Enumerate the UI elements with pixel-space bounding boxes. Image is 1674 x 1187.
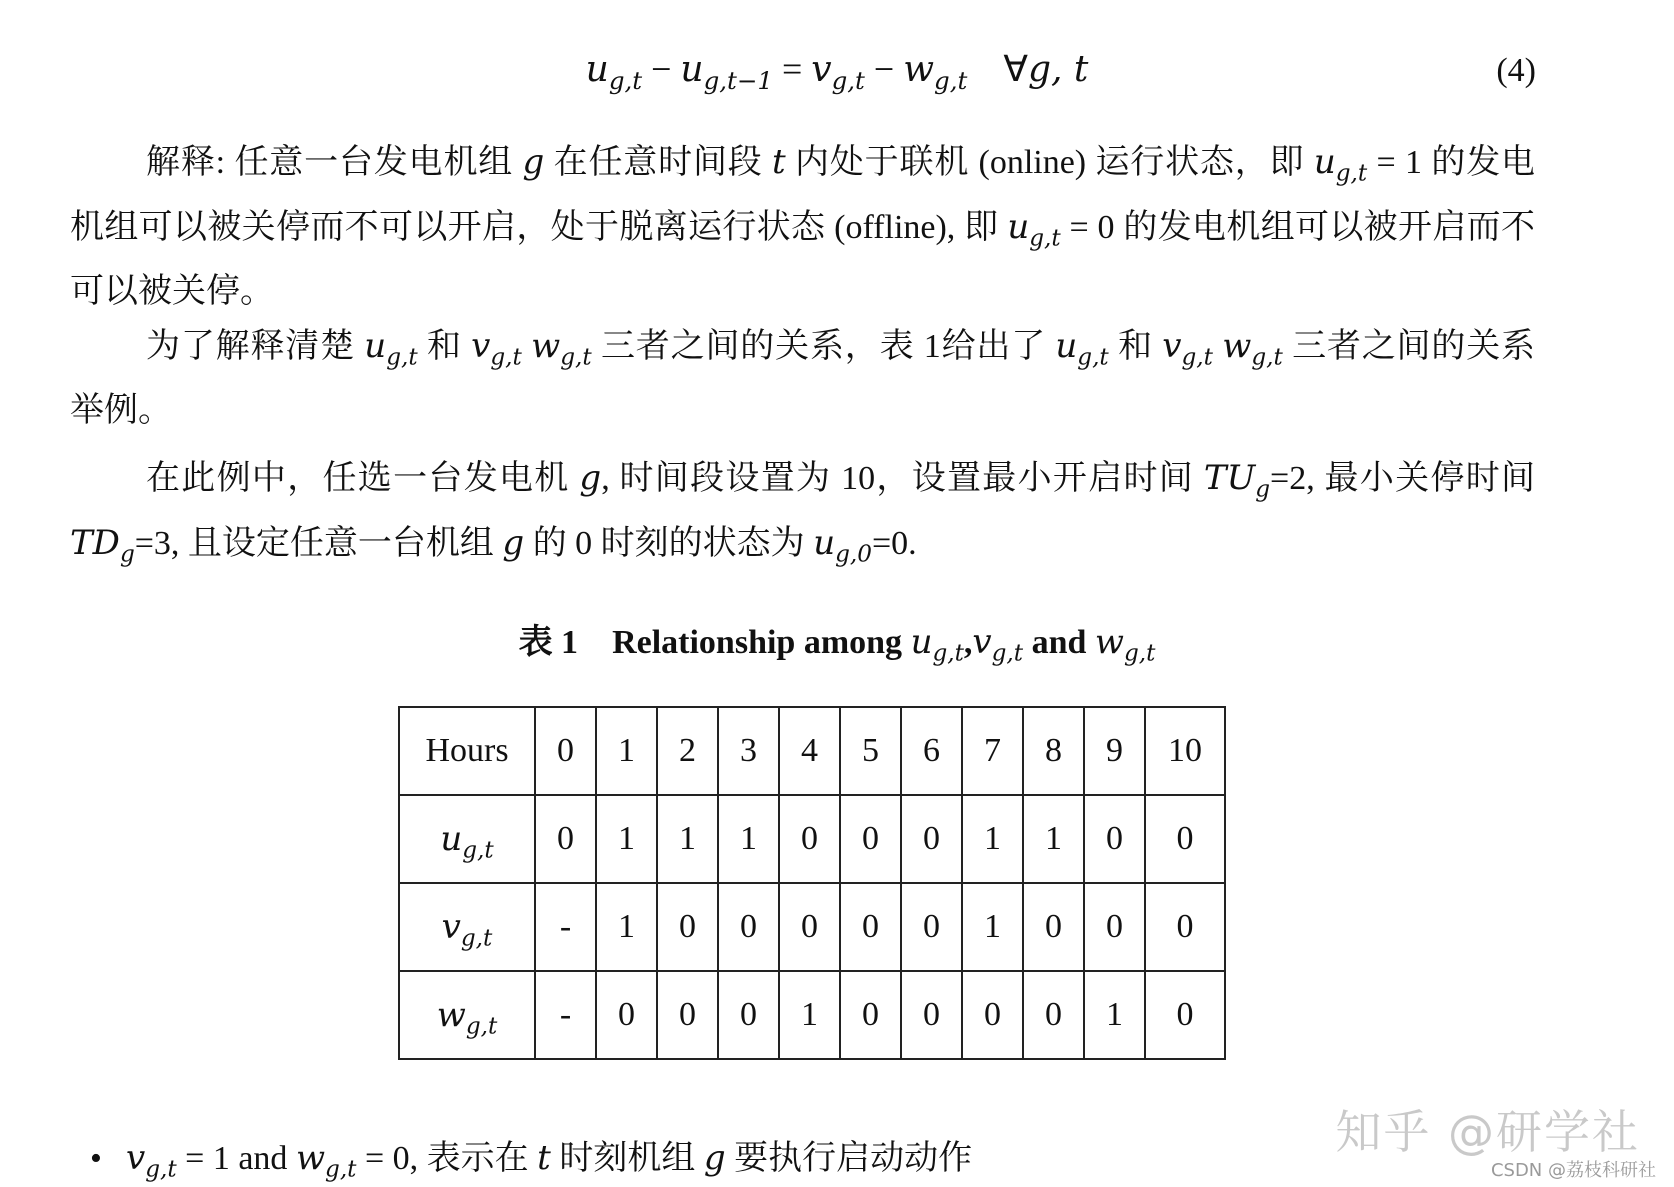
- table-cell: 1: [718, 795, 779, 883]
- table-cell: 1: [1023, 795, 1084, 883]
- table-cell: 1: [962, 883, 1023, 971]
- table-cell: 0: [840, 883, 901, 971]
- table-cell: 0: [535, 707, 596, 795]
- table-cell: 0: [840, 795, 901, 883]
- table-cell: 7: [962, 707, 1023, 795]
- table-cell: 0: [657, 971, 718, 1059]
- table-cell: 0: [1145, 795, 1225, 883]
- table-cell: 3: [718, 707, 779, 795]
- paragraph-explanation: 解释: 任意一台发电机组 g 在任意时间段 t 内处于联机 (online) 运行状态，即 $u_{g,t} = 1$ 的发电机组可以被关停而不可以开启，处于脱离运行状态 (offline), 即 $u_{g,t} = 0$ 的发电机组可以被开启而不可以被关停。: [70, 142, 1536, 310]
- table-cell: 1: [596, 707, 657, 795]
- table-cell: 5: [840, 707, 901, 795]
- table-cell: 0: [657, 883, 718, 971]
- paragraph-example: 在此例中，任选一台发电机 g, 时间段设置为 10，设置最小开启时间 $TU_g=2$, 最小关停时间 $TD_g=3$, 且设定任意一台机组 g 的 0 时刻的状态为 $u_{g,0}=0$.: [70, 458, 1536, 568]
- table-row-w: [399, 971, 1225, 1059]
- table-cell: 0: [779, 883, 840, 971]
- bullet-startup: • $v_{g,t} = 1$ and $w_{g,t} = 0$, 表示在 t 时刻机组 g 要执行启动动作: [90, 1138, 973, 1183]
- row-header-hours: Hours: [399, 707, 535, 795]
- row-header-u: $u_{g,t}$: [399, 795, 535, 883]
- table-cell: 10: [1145, 707, 1225, 795]
- equation-number: (4): [1496, 52, 1536, 89]
- table-cell: -: [535, 883, 596, 971]
- relationship-table: [398, 706, 1226, 1060]
- table-cell: 0: [718, 883, 779, 971]
- csdn-credit: CSDN @荔枝科研社: [1490, 1160, 1656, 1181]
- table-cell: 0: [901, 971, 962, 1059]
- table-cell: 0: [779, 795, 840, 883]
- table-cell: 0: [1023, 971, 1084, 1059]
- table-cell: 0: [1023, 883, 1084, 971]
- table-cell: 0: [901, 795, 962, 883]
- row-header-w: $w_{g,t}$: [399, 971, 535, 1059]
- table-cell: 0: [718, 971, 779, 1059]
- table-caption: 表 1 Relationship among $u_{g,t},v_{g,t}$ and $w_{g,t}$: [518, 622, 1156, 667]
- table-cell: 8: [1023, 707, 1084, 795]
- table-cell: 1: [596, 795, 657, 883]
- table-cell: 1: [1084, 971, 1145, 1059]
- paragraph-relationship: 为了解释清楚 $u_{g,t}$ 和 $v_{g,t}$ $w_{g,t}$ 三者之间的关系，表 1给出了 $u_{g,t}$ 和 $v_{g,t}$ $w_{g,t}$ 三者之间的关系举例。: [70, 326, 1536, 429]
- table-cell: -: [535, 971, 596, 1059]
- table-cell: 0: [901, 883, 962, 971]
- table-row-u: [399, 795, 1225, 883]
- equation-4: $u_{g,t} - u_{g,t-1} = v_{g,t} - w_{g,t}$ ∀g, t: [585, 49, 1089, 95]
- bullet-dot: •: [90, 1140, 102, 1177]
- table-cell: 0: [1145, 971, 1225, 1059]
- table-row-v: [399, 883, 1225, 971]
- table-cell: 1: [962, 795, 1023, 883]
- table-cell: 6: [901, 707, 962, 795]
- table-cell: 0: [535, 795, 596, 883]
- table-cell: 0: [1084, 795, 1145, 883]
- table-cell: 0: [1145, 883, 1225, 971]
- table-cell: 4: [779, 707, 840, 795]
- table-cell: 0: [840, 971, 901, 1059]
- table-row-hours: [399, 707, 1225, 795]
- table-cell: 0: [962, 971, 1023, 1059]
- table-cell: 1: [779, 971, 840, 1059]
- table-cell: 1: [596, 883, 657, 971]
- zhihu-watermark: 知乎 @研学社: [1335, 1105, 1640, 1159]
- table-cell: 2: [657, 707, 718, 795]
- table-cell: 0: [596, 971, 657, 1059]
- row-header-v: $v_{g,t}$: [399, 883, 535, 971]
- table-cell: 9: [1084, 707, 1145, 795]
- table-cell: 0: [1084, 883, 1145, 971]
- table-cell: 1: [657, 795, 718, 883]
